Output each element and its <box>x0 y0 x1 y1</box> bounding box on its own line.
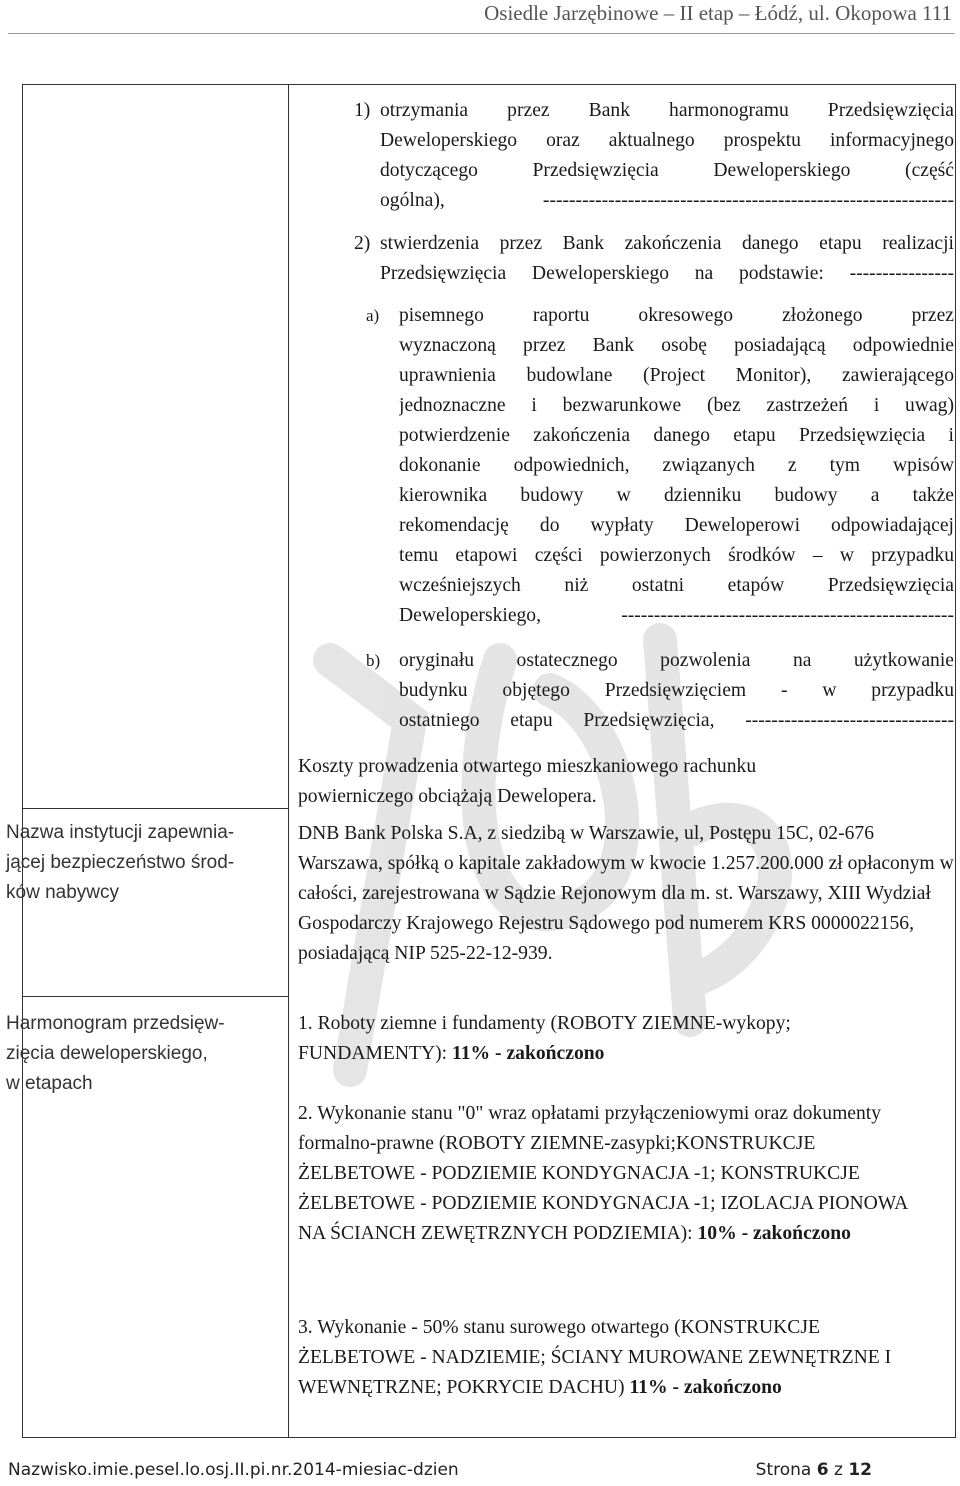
stage-status: - zakończono <box>736 1223 851 1244</box>
condition-item-b <box>399 646 954 736</box>
label-line: Nazwa instytucji zapewnia- <box>6 822 235 843</box>
stage-status: - zakończono <box>667 1377 782 1398</box>
stage-percent: 10% <box>697 1223 737 1244</box>
text-line: wcześniejszych niż ostatni etapów Przedsięwzięcia <box>399 575 954 596</box>
label-line: zięcia deweloperskiego, <box>6 1043 208 1064</box>
page-current: 6 <box>816 1460 829 1480</box>
list-marker: b) <box>366 651 381 670</box>
list-marker: 2) <box>354 233 371 254</box>
stage-text: 1. Roboty ziemne i fundamenty (ROBOTY ZIEMNE-wykopy; FUNDAMENTY): <box>298 1013 791 1064</box>
text-line: dokonanie odpowiednich, związanych z tym wpisów <box>399 455 954 476</box>
label-line: w etapach <box>6 1073 93 1094</box>
text-line: potwierdzenie zakończenia danego etapu Przedsięwzięcia i <box>399 425 954 446</box>
schedule-stage-2 <box>298 1099 918 1249</box>
condition-item-a <box>399 301 954 631</box>
condition-item-2 <box>380 229 954 289</box>
schedule-stage-3 <box>298 1313 928 1403</box>
stage-text: 2. Wykonanie stanu "0" wraz opłatami przyłączeniowymi oraz dokumenty formalno-prawne (ROBOTY ZIEMNE-zasypki;KONSTRUKCJE ŻELBETOWE - PODZIEMIE KONDYGNACJA -1; KONSTRUKCJE ŻELBETOWE - PODZIEMIE KONDYGNACJA -1; IZOLACJA PIONOWA NA ŚCIANCH ZEWĘTRZNYCH PODZIEMIA): <box>298 1103 908 1244</box>
text-line: otrzymania przez Bank harmonogramu Przedsięwzięcia <box>380 100 954 121</box>
page-sep: z <box>828 1460 849 1480</box>
text-line: budynku objętego Przedsięwzięciem - w przypadku <box>399 680 954 701</box>
text-line: ogólna), --------------------------------------------------------------- <box>380 190 954 211</box>
text-line: dotyczącego Przedsięwzięcia Deweloperskiego (część <box>380 160 954 181</box>
schedule-stage-1 <box>298 1009 918 1069</box>
column-divider <box>288 85 289 1437</box>
text-line: oryginału ostatecznego pozwolenia na użytkowanie <box>399 650 954 671</box>
text-line: stwierdzenia przez Bank zakończenia danego etapu realizacji <box>380 233 954 254</box>
text-line: Deweloperskiego, --------------------------------------------------- <box>399 605 954 626</box>
text-line: uprawnienia budowlane (Project Monitor), zawierającego <box>399 365 954 386</box>
stage-text: 3. Wykonanie - 50% stanu surowego otwartego (KONSTRUKCJE ŻELBETOWE - NADZIEMIE; ŚCIANY MUROWANE ZEWNĘTRZNE I WEWNĘTRZNE; POKRYCIE DACHU) <box>298 1317 892 1398</box>
row-divider <box>23 808 288 809</box>
footer-document-id: Nazwisko.imie.pesel.lo.osj.II.pi.nr.2014-miesiac-dzien <box>8 1460 459 1480</box>
text-line: jednoznaczne i bezwarunkowe (bez zastrzeżeń i uwag) <box>399 395 954 416</box>
stage-percent: 11% <box>452 1043 491 1064</box>
list-marker: 1) <box>354 100 371 121</box>
schedule-label <box>6 1009 256 1099</box>
text-line: wyznaczoną przez Bank osobę posiadającą odpowiednie <box>399 335 954 356</box>
stage-percent: 11% <box>629 1377 668 1398</box>
row-divider <box>23 996 288 997</box>
label-line: Harmonogram przedsięw- <box>6 1013 225 1034</box>
text-line: ostatniego etapu Przedsięwzięcia, -------------------------------- <box>399 710 954 731</box>
page-header: Osiedle Jarzębinowe – II etap – Łódź, ul. Okopowa 111 <box>484 1 952 25</box>
institution-value: DNB Bank Polska S.A, z siedzibą w Warszawie, ul, Postępu 15C, 02-676 Warszawa, spółką o kapitale zakładowym w kwocie 1.257.200.000 zł opłaconym w całości, zarejestrowana w Sądzie Rejonowym dla m. st. Warszawy, XIII Wydział Gospodarczy Krajowego Rejestru Sądowego pod numerem KRS 0000022156, posiadającą NIP 525-22-12-939. <box>298 823 954 964</box>
label-line: jącej bezpieczeństwo środ- <box>6 852 235 873</box>
text-line: rekomendację do wypłaty Deweloperowi odpowiadającej <box>399 515 954 536</box>
header-rule <box>8 33 955 34</box>
text-line: temu etapowi części powierzonych środków – w przypadku <box>399 545 954 566</box>
text-line: Przedsięwzięcia Deweloperskiego na podstawie: ---------------- <box>380 263 954 284</box>
text-line: pisemnego raportu okresowego złożonego przez <box>399 305 954 326</box>
label-line: ków nabywcy <box>6 882 119 903</box>
stage-status: - zakończono <box>490 1043 605 1064</box>
page-prefix: Strona <box>755 1460 817 1480</box>
costs-note: Koszty prowadzenia otwartego mieszkaniowego rachunku powierniczego obciążają Dewelopera. <box>298 756 757 807</box>
condition-item-1 <box>380 96 954 216</box>
list-marker: a) <box>366 306 380 325</box>
page-total: 12 <box>848 1460 872 1480</box>
page-number <box>756 1460 872 1480</box>
text-line: kierownika budowy w dzienniku budowy a także <box>399 485 954 506</box>
text-line: Deweloperskiego oraz aktualnego prospektu informacyjnego <box>380 130 954 151</box>
institution-label <box>6 818 256 908</box>
